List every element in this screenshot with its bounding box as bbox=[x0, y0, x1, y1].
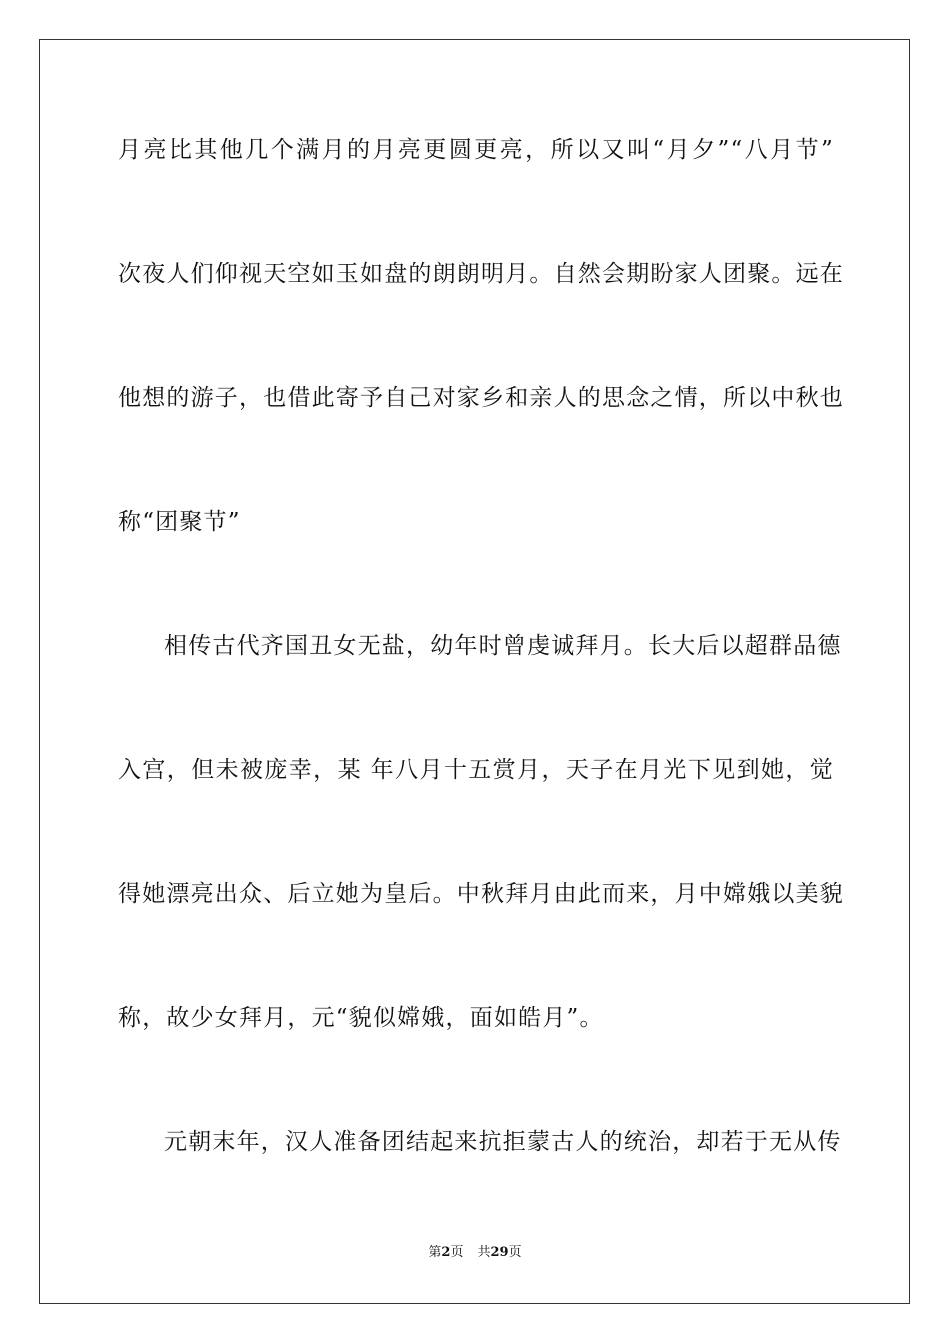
body-line-1: 月亮比其他几个满月的月亮更圆更亮，所以又叫“月夕”“八月节” bbox=[118, 137, 834, 163]
body-line-2: 次夜人们仰视天空如玉如盘的朗朗明月。自然会期盼家人团聚。远在 bbox=[118, 261, 844, 287]
body-line-9: 元朝末年，汉人准备团结起来抗拒蒙古人的统治，却若于无从传 bbox=[164, 1129, 842, 1155]
page-footer bbox=[0, 1244, 950, 1262]
total-label-prefix: 共 bbox=[477, 1245, 491, 1260]
body-line-6: 入宫，但未被庞幸，某 年八月十五赏月，天子在月光下见到她，觉 bbox=[118, 757, 834, 783]
page-number: 2 bbox=[441, 1245, 451, 1260]
body-line-5: 相传古代齐国丑女无盐，幼年时曾虔诚拜月。长大后以超群品德 bbox=[164, 633, 842, 659]
page-label-prefix: 第 bbox=[428, 1245, 442, 1260]
page-label-suffix: 页 bbox=[450, 1245, 464, 1260]
total-pages: 29 bbox=[490, 1245, 509, 1260]
page-border bbox=[39, 39, 910, 1304]
total-label-suffix: 页 bbox=[508, 1245, 522, 1260]
body-line-4: 称“团聚节” bbox=[118, 509, 241, 535]
body-line-3: 他想的游子，也借此寄予自己对家乡和亲人的思念之情，所以中秋也 bbox=[118, 385, 844, 411]
body-line-8: 称，故少女拜月，元“貌似嫦娥，面如皓月”。 bbox=[118, 1005, 604, 1031]
body-line-7: 得她漂亮出众、后立她为皇后。中秋拜月由此而来，月中嫦娥以美貌 bbox=[118, 881, 844, 907]
